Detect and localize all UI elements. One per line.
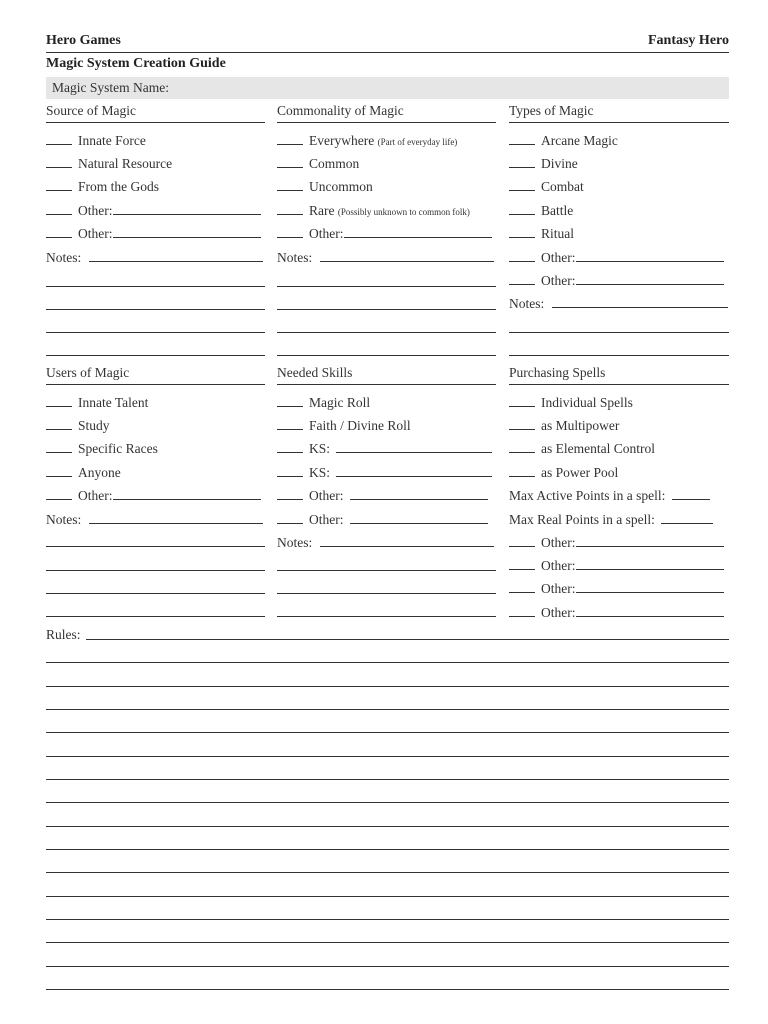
check-blank[interactable] <box>277 394 303 407</box>
notes-line[interactable] <box>509 332 729 333</box>
option-label: Other: <box>541 558 576 573</box>
magic-system-name-label: Magic System Name: <box>52 80 169 95</box>
other-fill-line[interactable] <box>350 487 488 500</box>
other-fill-line[interactable] <box>576 557 724 570</box>
check-blank[interactable] <box>46 225 72 238</box>
option-label: Study <box>78 418 110 433</box>
option-label: KS: <box>309 465 331 480</box>
notes-line[interactable] <box>277 616 496 617</box>
check-blank[interactable] <box>509 534 535 547</box>
notes-line[interactable] <box>46 332 265 333</box>
checkbox-row-specific-races[interactable] <box>46 440 158 460</box>
rules-line[interactable] <box>46 989 729 990</box>
max-active-label: Max Active Points in a spell: <box>509 488 666 503</box>
rules-line[interactable] <box>46 732 729 733</box>
notes-line[interactable] <box>46 286 265 287</box>
rules-line[interactable] <box>46 942 729 943</box>
checkbox-row-innate-talent[interactable] <box>46 394 148 414</box>
other-fill-line[interactable] <box>113 202 261 215</box>
check-blank[interactable] <box>277 487 303 500</box>
notes-fill-line[interactable] <box>89 249 263 262</box>
other-fill-line[interactable] <box>576 604 724 617</box>
option-label: Innate Talent <box>78 395 149 410</box>
option-label: Other: <box>309 226 344 241</box>
notes-line[interactable] <box>46 616 265 617</box>
check-blank[interactable] <box>277 155 303 168</box>
magic-system-name-field[interactable] <box>46 77 729 99</box>
option-label: Everywhere <box>309 133 375 148</box>
notes-line[interactable] <box>277 286 496 287</box>
page-title: Magic System Creation Guide <box>46 56 226 71</box>
rules-label: Rules: <box>46 627 81 642</box>
notes-line[interactable] <box>277 570 496 571</box>
checkbox-row-divine[interactable] <box>509 155 578 175</box>
max-real-points-row[interactable] <box>509 511 713 531</box>
notes-fill-line[interactable] <box>552 295 728 308</box>
section-rule <box>46 122 265 123</box>
check-blank[interactable] <box>46 440 72 453</box>
option-label: Natural Resource <box>78 156 173 171</box>
option-label: Anyone <box>78 465 121 480</box>
notes-row[interactable] <box>277 249 494 269</box>
notes-line[interactable] <box>277 332 496 333</box>
section-rule <box>277 122 496 123</box>
game-line-title: Fantasy Hero <box>647 33 729 48</box>
rules-line[interactable] <box>46 872 729 873</box>
notes-fill-line[interactable] <box>320 249 494 262</box>
checkbox-row-other[interactable] <box>509 604 724 624</box>
check-blank[interactable] <box>509 202 535 215</box>
notes-label: Notes: <box>277 250 313 265</box>
checkbox-row-study[interactable] <box>46 417 110 437</box>
check-blank[interactable] <box>277 178 303 191</box>
option-label: Common <box>309 156 360 171</box>
notes-line[interactable] <box>46 593 265 594</box>
other-fill-line[interactable] <box>344 225 492 238</box>
section-rule <box>509 384 729 385</box>
option-label: Divine <box>541 156 578 171</box>
check-blank[interactable] <box>509 155 535 168</box>
notes-line[interactable] <box>277 593 496 594</box>
check-blank[interactable] <box>46 155 72 168</box>
commonality-of-magic-heading: Commonality of Magic <box>277 103 404 118</box>
checkbox-row-innate-force[interactable] <box>46 132 146 152</box>
option-label: Other: <box>309 512 344 527</box>
check-blank[interactable] <box>509 249 535 262</box>
option-label: Uncommon <box>309 179 373 194</box>
notes-fill-line[interactable] <box>320 534 494 547</box>
checkbox-row-ks[interactable] <box>277 440 492 460</box>
rules-line[interactable] <box>46 966 729 967</box>
rules-line[interactable] <box>46 849 729 850</box>
checkbox-row-arcane-magic[interactable] <box>509 132 618 152</box>
notes-line[interactable] <box>46 546 265 547</box>
checkbox-row-other[interactable] <box>277 511 488 531</box>
checkbox-row-common[interactable] <box>277 155 359 175</box>
option-label: Other: <box>541 605 576 620</box>
check-blank[interactable] <box>277 417 303 430</box>
check-blank[interactable] <box>277 464 303 477</box>
checkbox-row-from-the-gods[interactable] <box>46 178 159 198</box>
check-blank[interactable] <box>509 132 535 145</box>
option-label: From the Gods <box>78 179 159 194</box>
rules-line[interactable] <box>46 802 729 803</box>
check-blank[interactable] <box>509 417 535 430</box>
other-fill-line[interactable] <box>113 487 261 500</box>
checkbox-row-other[interactable] <box>46 225 261 245</box>
option-label: Other: <box>78 226 113 241</box>
rules-line[interactable] <box>46 662 729 663</box>
check-blank[interactable] <box>509 440 535 453</box>
checkbox-row-elemental-control[interactable] <box>509 440 655 460</box>
option-label: Other: <box>78 488 113 503</box>
rules-line[interactable] <box>46 686 729 687</box>
check-blank[interactable] <box>509 557 535 570</box>
check-blank[interactable] <box>509 604 535 617</box>
checkbox-row-anyone[interactable] <box>46 464 121 484</box>
rules-line[interactable] <box>86 639 729 640</box>
option-label: as Multipower <box>541 418 620 433</box>
check-blank[interactable] <box>46 178 72 191</box>
other-fill-line[interactable] <box>113 225 261 238</box>
ks-fill-line[interactable] <box>336 440 492 453</box>
check-blank[interactable] <box>46 202 72 215</box>
option-label: Rare <box>309 203 335 218</box>
check-blank[interactable] <box>46 394 72 407</box>
check-blank[interactable] <box>277 202 303 215</box>
needed-skills-heading: Needed Skills <box>277 365 353 380</box>
check-blank[interactable] <box>509 580 535 593</box>
checkbox-row-multipower[interactable] <box>509 417 619 437</box>
checkbox-row-uncommon[interactable] <box>277 178 373 198</box>
source-of-magic-heading: Source of Magic <box>46 103 136 118</box>
check-blank[interactable] <box>509 464 535 477</box>
option-label: Other: <box>78 203 113 218</box>
max-real-label: Max Real Points in a spell: <box>509 512 655 527</box>
notes-row[interactable] <box>277 534 494 554</box>
notes-line[interactable] <box>509 355 729 356</box>
notes-row[interactable] <box>46 511 263 531</box>
check-blank[interactable] <box>277 511 303 524</box>
notes-line[interactable] <box>46 355 265 356</box>
notes-label: Notes: <box>46 250 82 265</box>
option-label: Ritual <box>541 226 574 241</box>
check-blank[interactable] <box>509 225 535 238</box>
rules-line[interactable] <box>46 709 729 710</box>
option-label: Other: <box>541 273 576 288</box>
option-note: (Part of everyday life) <box>377 137 458 147</box>
ks-fill-line[interactable] <box>336 464 492 477</box>
notes-row[interactable] <box>509 295 728 315</box>
other-fill-line[interactable] <box>576 534 724 547</box>
option-label: Other: <box>541 535 576 550</box>
option-label: Specific Races <box>78 441 158 456</box>
types-of-magic-heading: Types of Magic <box>509 103 594 118</box>
option-label: Magic Roll <box>309 395 371 410</box>
notes-label: Notes: <box>509 296 545 311</box>
header-rule <box>46 52 729 53</box>
notes-line[interactable] <box>277 309 496 310</box>
max-active-points-row[interactable] <box>509 487 710 507</box>
notes-line[interactable] <box>46 309 265 310</box>
checkbox-row-other[interactable] <box>509 580 724 600</box>
section-rule <box>509 122 729 123</box>
option-label: Battle <box>541 203 574 218</box>
checkbox-row-natural-resource[interactable] <box>46 155 172 175</box>
checkbox-row-other[interactable] <box>46 202 261 222</box>
checkbox-row-magic-roll[interactable] <box>277 394 370 414</box>
checkbox-row-combat[interactable] <box>509 178 584 198</box>
check-blank[interactable] <box>509 272 535 285</box>
option-label: as Power Pool <box>541 465 619 480</box>
rules-line[interactable] <box>46 896 729 897</box>
users-of-magic-heading: Users of Magic <box>46 365 130 380</box>
checkbox-row-other[interactable] <box>509 557 724 577</box>
checkbox-row-battle[interactable] <box>509 202 573 222</box>
rules-line[interactable] <box>46 919 729 920</box>
check-blank[interactable] <box>277 440 303 453</box>
notes-line[interactable] <box>46 570 265 571</box>
option-label: KS: <box>309 441 331 456</box>
rules-line[interactable] <box>46 826 729 827</box>
option-label: Faith / Divine Roll <box>309 418 411 433</box>
publisher-name: Hero Games <box>46 33 121 48</box>
other-fill-line[interactable] <box>350 511 488 524</box>
check-blank[interactable] <box>46 417 72 430</box>
other-fill-line[interactable] <box>576 249 724 262</box>
checkbox-row-rare[interactable] <box>277 202 470 222</box>
check-blank[interactable] <box>46 132 72 145</box>
other-fill-line[interactable] <box>576 272 724 285</box>
checkbox-row-ritual[interactable] <box>509 225 574 245</box>
rules-line[interactable] <box>46 756 729 757</box>
option-label: Individual Spells <box>541 395 633 410</box>
option-label: Other: <box>541 581 576 596</box>
notes-label: Notes: <box>46 512 82 527</box>
checkbox-row-other[interactable] <box>509 272 724 292</box>
check-blank[interactable] <box>509 178 535 191</box>
purchasing-spells-heading: Purchasing Spells <box>509 365 606 380</box>
checkbox-row-other[interactable] <box>277 225 492 245</box>
option-label: Other: <box>309 488 344 503</box>
checkbox-row-other[interactable] <box>46 487 261 507</box>
option-note: (Possibly unknown to common folk) <box>337 207 470 217</box>
checkbox-row-power-pool[interactable] <box>509 464 618 484</box>
check-blank[interactable] <box>277 132 303 145</box>
other-fill-line[interactable] <box>576 580 724 593</box>
option-label: as Elemental Control <box>541 441 655 456</box>
option-label: Arcane Magic <box>541 133 618 148</box>
checkbox-row-everywhere[interactable] <box>277 132 457 152</box>
notes-label: Notes: <box>277 535 313 550</box>
check-blank[interactable] <box>509 394 535 407</box>
option-label: Combat <box>541 179 584 194</box>
check-blank[interactable] <box>277 225 303 238</box>
checkbox-row-individual-spells[interactable] <box>509 394 633 414</box>
checkbox-row-other[interactable] <box>277 487 488 507</box>
check-blank[interactable] <box>46 464 72 477</box>
notes-line[interactable] <box>277 355 496 356</box>
check-blank[interactable] <box>46 487 72 500</box>
checkbox-row-other[interactable] <box>509 249 724 269</box>
section-rule <box>46 384 265 385</box>
section-rule <box>277 384 496 385</box>
max-real-fill-line[interactable] <box>661 511 713 524</box>
max-active-fill-line[interactable] <box>672 487 710 500</box>
notes-row[interactable] <box>46 249 263 269</box>
option-label: Innate Force <box>78 133 146 148</box>
rules-line[interactable] <box>46 779 729 780</box>
checkbox-row-other[interactable] <box>509 534 724 554</box>
option-label: Other: <box>541 250 576 265</box>
checkbox-row-ks[interactable] <box>277 464 492 484</box>
checkbox-row-faith-divine-roll[interactable] <box>277 417 411 437</box>
notes-fill-line[interactable] <box>89 511 263 524</box>
